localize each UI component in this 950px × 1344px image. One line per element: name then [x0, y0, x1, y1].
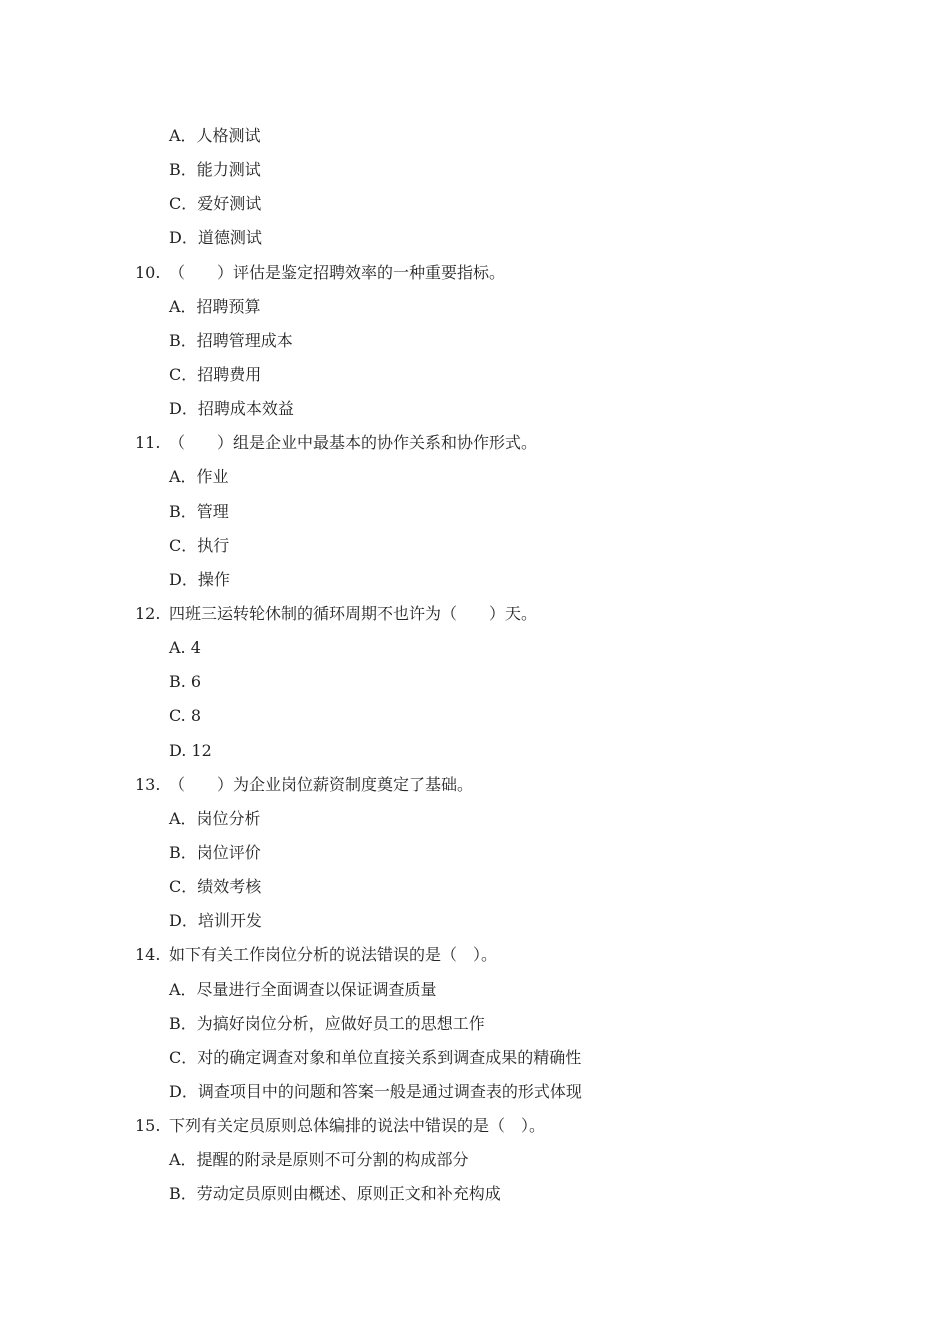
option-13-d: D．培训开发: [169, 911, 262, 931]
option-15-a: A．提醒的附录是原则不可分割的构成部分: [169, 1150, 469, 1170]
option-10-d: D．招聘成本效益: [169, 399, 294, 419]
question-number: 10.: [135, 262, 161, 282]
option-14-a: A．尽量进行全面调查以保证调查质量: [169, 979, 437, 999]
option-9-b: B．能力测试: [169, 160, 261, 180]
question-number: 11.: [135, 433, 161, 453]
option-11-b: B．管理: [169, 501, 229, 521]
option-13-b: B．岗位评价: [169, 842, 261, 862]
option-10-b: B．招聘管理成本: [169, 330, 293, 350]
option-12-c: C. 8: [169, 706, 202, 726]
question-number: 15.: [135, 1116, 161, 1136]
question-number: 13.: [135, 774, 161, 794]
question-text: 如下有关工作岗位分析的说法错误的是（ ）。: [169, 945, 498, 965]
question-12: [0, 597, 950, 631]
option-11-c: C．执行: [169, 535, 230, 555]
question-14: [0, 938, 950, 972]
question-number: 14.: [135, 945, 161, 965]
option-14-c: C．对的确定调查对象和单位直接关系到调查成果的精确性: [169, 1047, 582, 1067]
option-10-c: C．招聘费用: [169, 364, 262, 384]
option-13-a: A．岗位分析: [169, 808, 261, 828]
question-10: [0, 256, 950, 290]
question-text: （ ）评估是鉴定招聘效率的一种重要指标。: [169, 262, 506, 282]
option-11-a: A．作业: [169, 467, 229, 487]
question-list: [0, 119, 950, 1212]
option-14-d: D．调查项目中的问题和答案一般是通过调查表的形式体现: [169, 1081, 582, 1101]
question-text: 四班三运转轮休制的循环周期不也许为（ ）天。: [169, 603, 538, 623]
question-15: [0, 1109, 950, 1143]
question-11: [0, 426, 950, 460]
question-text: （ ）为企业岗位薪资制度奠定了基础。: [169, 774, 474, 794]
option-13-c: C．绩效考核: [169, 877, 262, 897]
option-12-b: B. 6: [169, 672, 202, 692]
question-number: 12.: [135, 603, 161, 623]
question-text: （ ）组是企业中最基本的协作关系和协作形式。: [169, 433, 538, 453]
option-9-a: A．人格测试: [169, 126, 261, 145]
option-15-b: B．劳动定员原则由概述、原则正文和补充构成: [169, 1184, 501, 1204]
option-10-a: A．招聘预算: [169, 296, 261, 316]
option-9-c: C．爱好测试: [169, 194, 262, 214]
option-14-b: B．为搞好岗位分析，应做好员工的思想工作: [169, 1013, 485, 1033]
option-12-d: D. 12: [169, 740, 212, 760]
option-12-a: A. 4: [169, 638, 201, 658]
question-text: 下列有关定员原则总体编排的说法中错误的是（ ）。: [169, 1116, 546, 1136]
question-13: [0, 768, 950, 802]
option-11-d: D．操作: [169, 569, 230, 589]
option-9-d: D．道德测试: [169, 228, 262, 248]
